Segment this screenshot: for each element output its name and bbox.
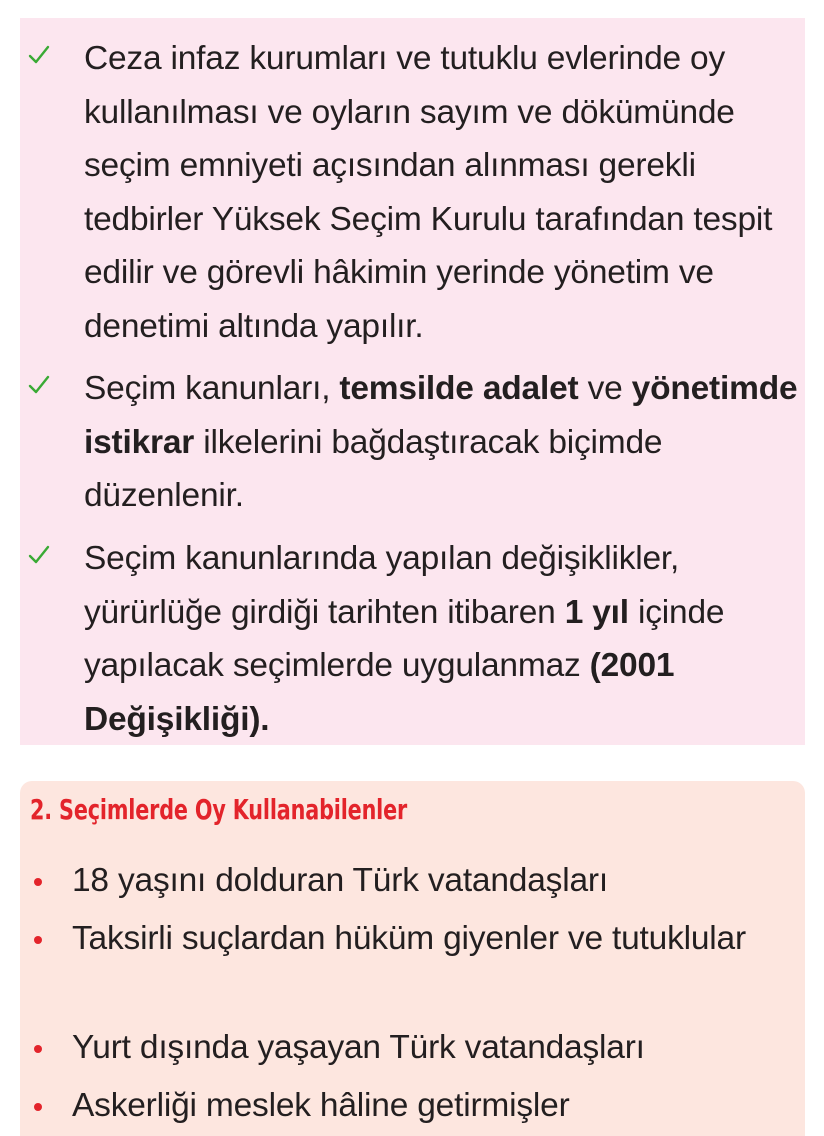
bold-text-segment: yönetimde istikrar bbox=[84, 370, 798, 461]
criteria-item-text bbox=[84, 32, 800, 353]
criteria-item-text bbox=[84, 532, 800, 746]
text-segment: Seçim kanunlarında yapılan değişiklikler, yürürlüğe girdiği tarihten itibaren bbox=[84, 540, 680, 631]
text-segment: ilkelerini bağdaştıracak biçimde düzenlenir. bbox=[84, 423, 663, 514]
text-segment: içinde yapılacak seçimlerde uygulanmaz bbox=[84, 593, 725, 684]
check-mark-icon bbox=[28, 44, 50, 66]
bold-text-segment: temsilde adalet bbox=[339, 370, 579, 407]
voter-list-item-text: Yurt dışında yaşayan Türk vatandaşları bbox=[72, 1029, 645, 1066]
text-segment: Ceza infaz kurumları ve tutuklu evlerinde oy kullanılması ve oyların sayım ve dökümünde seçim emniyeti açısından alınması gerekli tedbirler Yüksek Seçim Kurulu tarafından tespit edilir ve görevli hâkimin yerinde yönetim ve denetimi altında yapılır. bbox=[84, 40, 773, 345]
text-segment: ve bbox=[578, 370, 632, 407]
bold-text-segment: 1 yıl bbox=[564, 593, 629, 631]
bold-text-segment: (2001 Değişikliği). bbox=[84, 647, 675, 738]
voter-list-item-text: 18 yaşını dolduran Türk vatandaşları bbox=[72, 862, 608, 899]
voter-list-item-text: Askerliği meslek hâline getirmişler bbox=[72, 1087, 570, 1124]
bullet-dot-icon bbox=[34, 1103, 42, 1111]
voters-section bbox=[20, 781, 805, 1136]
bullet-dot-icon bbox=[34, 1045, 42, 1053]
bullet-dot-icon bbox=[34, 878, 42, 886]
criteria-box bbox=[20, 18, 805, 745]
check-mark-icon bbox=[28, 544, 50, 566]
section-title: 2. Seçimlerde Oy Kullanabilenler bbox=[30, 793, 408, 826]
check-mark-icon bbox=[28, 374, 50, 396]
voter-list-item-text: Taksirli suçlardan hüküm giyenler ve tutuklular bbox=[72, 920, 746, 957]
text-segment: Seçim kanunları, bbox=[84, 370, 340, 407]
criteria-item-text bbox=[84, 362, 800, 523]
bullet-dot-icon bbox=[34, 936, 42, 944]
